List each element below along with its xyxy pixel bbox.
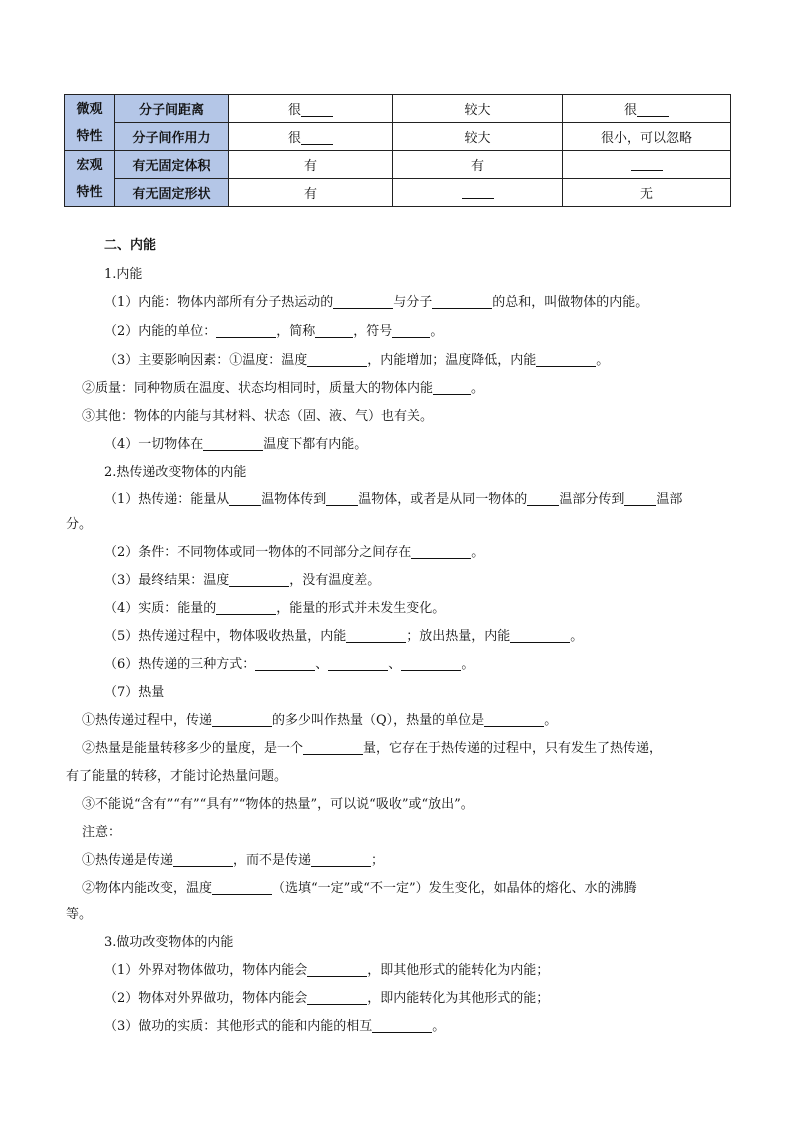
answer-blank[interactable] bbox=[301, 131, 333, 145]
row-label: 分子间距离 bbox=[115, 95, 229, 123]
fill-line: （3）主要影响因素：①温度：温度 ，内能增加；温度降低，内能 。 bbox=[104, 353, 610, 368]
table-cell: 较大 bbox=[393, 95, 563, 123]
table-row bbox=[65, 151, 731, 179]
answer-blank[interactable] bbox=[315, 324, 353, 338]
answer-blank[interactable] bbox=[255, 657, 315, 671]
subsection-title: 1.内能 bbox=[104, 267, 143, 282]
answer-blank[interactable] bbox=[303, 741, 363, 755]
answer-blank[interactable] bbox=[462, 185, 494, 199]
section-title: 二、内能 bbox=[104, 238, 157, 253]
answer-blank[interactable] bbox=[411, 545, 471, 559]
answer-blank[interactable] bbox=[346, 629, 406, 643]
answer-blank[interactable] bbox=[372, 1019, 432, 1033]
states-of-matter-table bbox=[64, 94, 731, 207]
answer-blank[interactable] bbox=[536, 353, 596, 367]
answer-blank[interactable] bbox=[216, 324, 276, 338]
table-cell: 很 bbox=[563, 95, 731, 123]
answer-blank[interactable] bbox=[637, 103, 669, 117]
answer-blank[interactable] bbox=[328, 657, 388, 671]
answer-blank[interactable] bbox=[301, 103, 333, 117]
fill-line: （1）热传递：能量从 温物体传到 温物体，或者是从同一物体的 温部分传到 温部 bbox=[104, 492, 683, 507]
text-line: ③不能说“含有”“有”“具有”“物体的热量”，可以说“吸收”或“放出”。 bbox=[82, 797, 474, 812]
answer-blank[interactable] bbox=[173, 853, 233, 867]
fill-line: （6）热传递的三种方式： 、 、 。 bbox=[104, 657, 475, 672]
answer-blank[interactable] bbox=[311, 853, 371, 867]
text-line: （7）热量 bbox=[104, 685, 165, 700]
answer-blank[interactable] bbox=[624, 492, 656, 506]
fill-line: （1）外界对物体做功，物体内能会 ，即其他形式的能转化为内能； bbox=[104, 963, 550, 978]
fill-line: （5）热传递过程中，物体吸收热量，内能 ；放出热量，内能 。 bbox=[104, 629, 584, 644]
answer-blank[interactable] bbox=[527, 492, 559, 506]
text-line: 有了能量的转移，才能讨论热量问题。 bbox=[66, 769, 288, 784]
text-line: 等。 bbox=[66, 907, 93, 922]
text-line: 分。 bbox=[66, 517, 93, 532]
answer-blank[interactable] bbox=[510, 629, 570, 643]
subsection-title: 2.热传递改变物体的内能 bbox=[104, 465, 247, 480]
answer-blank[interactable] bbox=[307, 991, 367, 1005]
fill-line: ②质量：同种物质在温度、状态均相同时，质量大的物体内能 。 bbox=[82, 381, 485, 396]
text-line: ③其他：物体的内能与其材料、状态（固、液、气）也有关。 bbox=[82, 409, 434, 424]
answer-blank[interactable] bbox=[229, 573, 289, 587]
fill-line: （4）实质：能量的 ，能量的形式并未发生变化。 bbox=[104, 601, 446, 616]
group-label-micro: 微观 特性 bbox=[65, 95, 115, 151]
answer-blank[interactable] bbox=[203, 437, 263, 451]
table-cell: 很小，可以忽略 bbox=[563, 123, 731, 151]
answer-blank[interactable] bbox=[212, 713, 272, 727]
table-row bbox=[65, 123, 731, 151]
group-label-macro: 宏观 特性 bbox=[65, 151, 115, 207]
answer-blank[interactable] bbox=[326, 492, 358, 506]
answer-blank[interactable] bbox=[401, 657, 461, 671]
fill-line: （2）内能的单位： ，简称 ，符号 。 bbox=[104, 324, 444, 339]
fill-line: （4）一切物体在 温度下都有内能。 bbox=[104, 437, 368, 452]
row-label: 有无固定体积 bbox=[115, 151, 229, 179]
fill-line: （1）内能：物体内部所有分子热运动的 与分子 的总和，叫做物体的内能。 bbox=[104, 295, 649, 310]
answer-blank[interactable] bbox=[631, 157, 663, 171]
answer-blank[interactable] bbox=[484, 713, 544, 727]
table-row bbox=[65, 179, 731, 207]
table-cell: 有 bbox=[229, 151, 393, 179]
answer-blank[interactable] bbox=[432, 295, 492, 309]
fill-line: ①热传递过程中，传递 的多少叫作热量（Q），热量的单位是 。 bbox=[82, 713, 558, 728]
table-cell bbox=[393, 179, 563, 207]
fill-line: ①热传递是传递 ，而不是传递 ； bbox=[82, 853, 385, 868]
table-cell: 有 bbox=[229, 179, 393, 207]
table-cell: 很 bbox=[229, 123, 393, 151]
fill-line: ②热量是能量转移多少的量度，是一个 量，它存在于热传递的过程中，只有发生了热传递， bbox=[82, 741, 663, 756]
answer-blank[interactable] bbox=[229, 492, 261, 506]
note-label: 注意： bbox=[82, 825, 122, 840]
answer-blank[interactable] bbox=[307, 963, 367, 977]
answer-blank[interactable] bbox=[392, 324, 430, 338]
row-label: 有无固定形状 bbox=[115, 179, 229, 207]
fill-line: （2）条件：不同物体或同一物体的不同部分之间存在 。 bbox=[104, 545, 485, 560]
fill-line: （3）最终结果：温度 ，没有温度差。 bbox=[104, 573, 381, 588]
answer-blank[interactable] bbox=[333, 295, 393, 309]
fill-line: （2）物体对外界做功，物体内能会 ，即内能转化为其他形式的能； bbox=[104, 991, 550, 1006]
row-label: 分子间作用力 bbox=[115, 123, 229, 151]
subsection-title: 3.做功改变物体的内能 bbox=[104, 935, 234, 950]
table-cell: 较大 bbox=[393, 123, 563, 151]
fill-line: （3）做功的实质：其他形式的能和内能的相互 。 bbox=[104, 1019, 446, 1034]
answer-blank[interactable] bbox=[433, 381, 471, 395]
answer-blank[interactable] bbox=[307, 353, 367, 367]
table-cell bbox=[563, 151, 731, 179]
fill-line: ②物体内能改变，温度 （选填“一定”或“不一定”）发生变化，如晶体的熔化、水的沸腾 bbox=[82, 881, 637, 896]
answer-blank[interactable] bbox=[216, 601, 276, 615]
table-cell: 无 bbox=[563, 179, 731, 207]
table-row bbox=[65, 95, 731, 123]
table-cell: 很 bbox=[229, 95, 393, 123]
answer-blank[interactable] bbox=[212, 881, 272, 895]
table-cell: 有 bbox=[393, 151, 563, 179]
